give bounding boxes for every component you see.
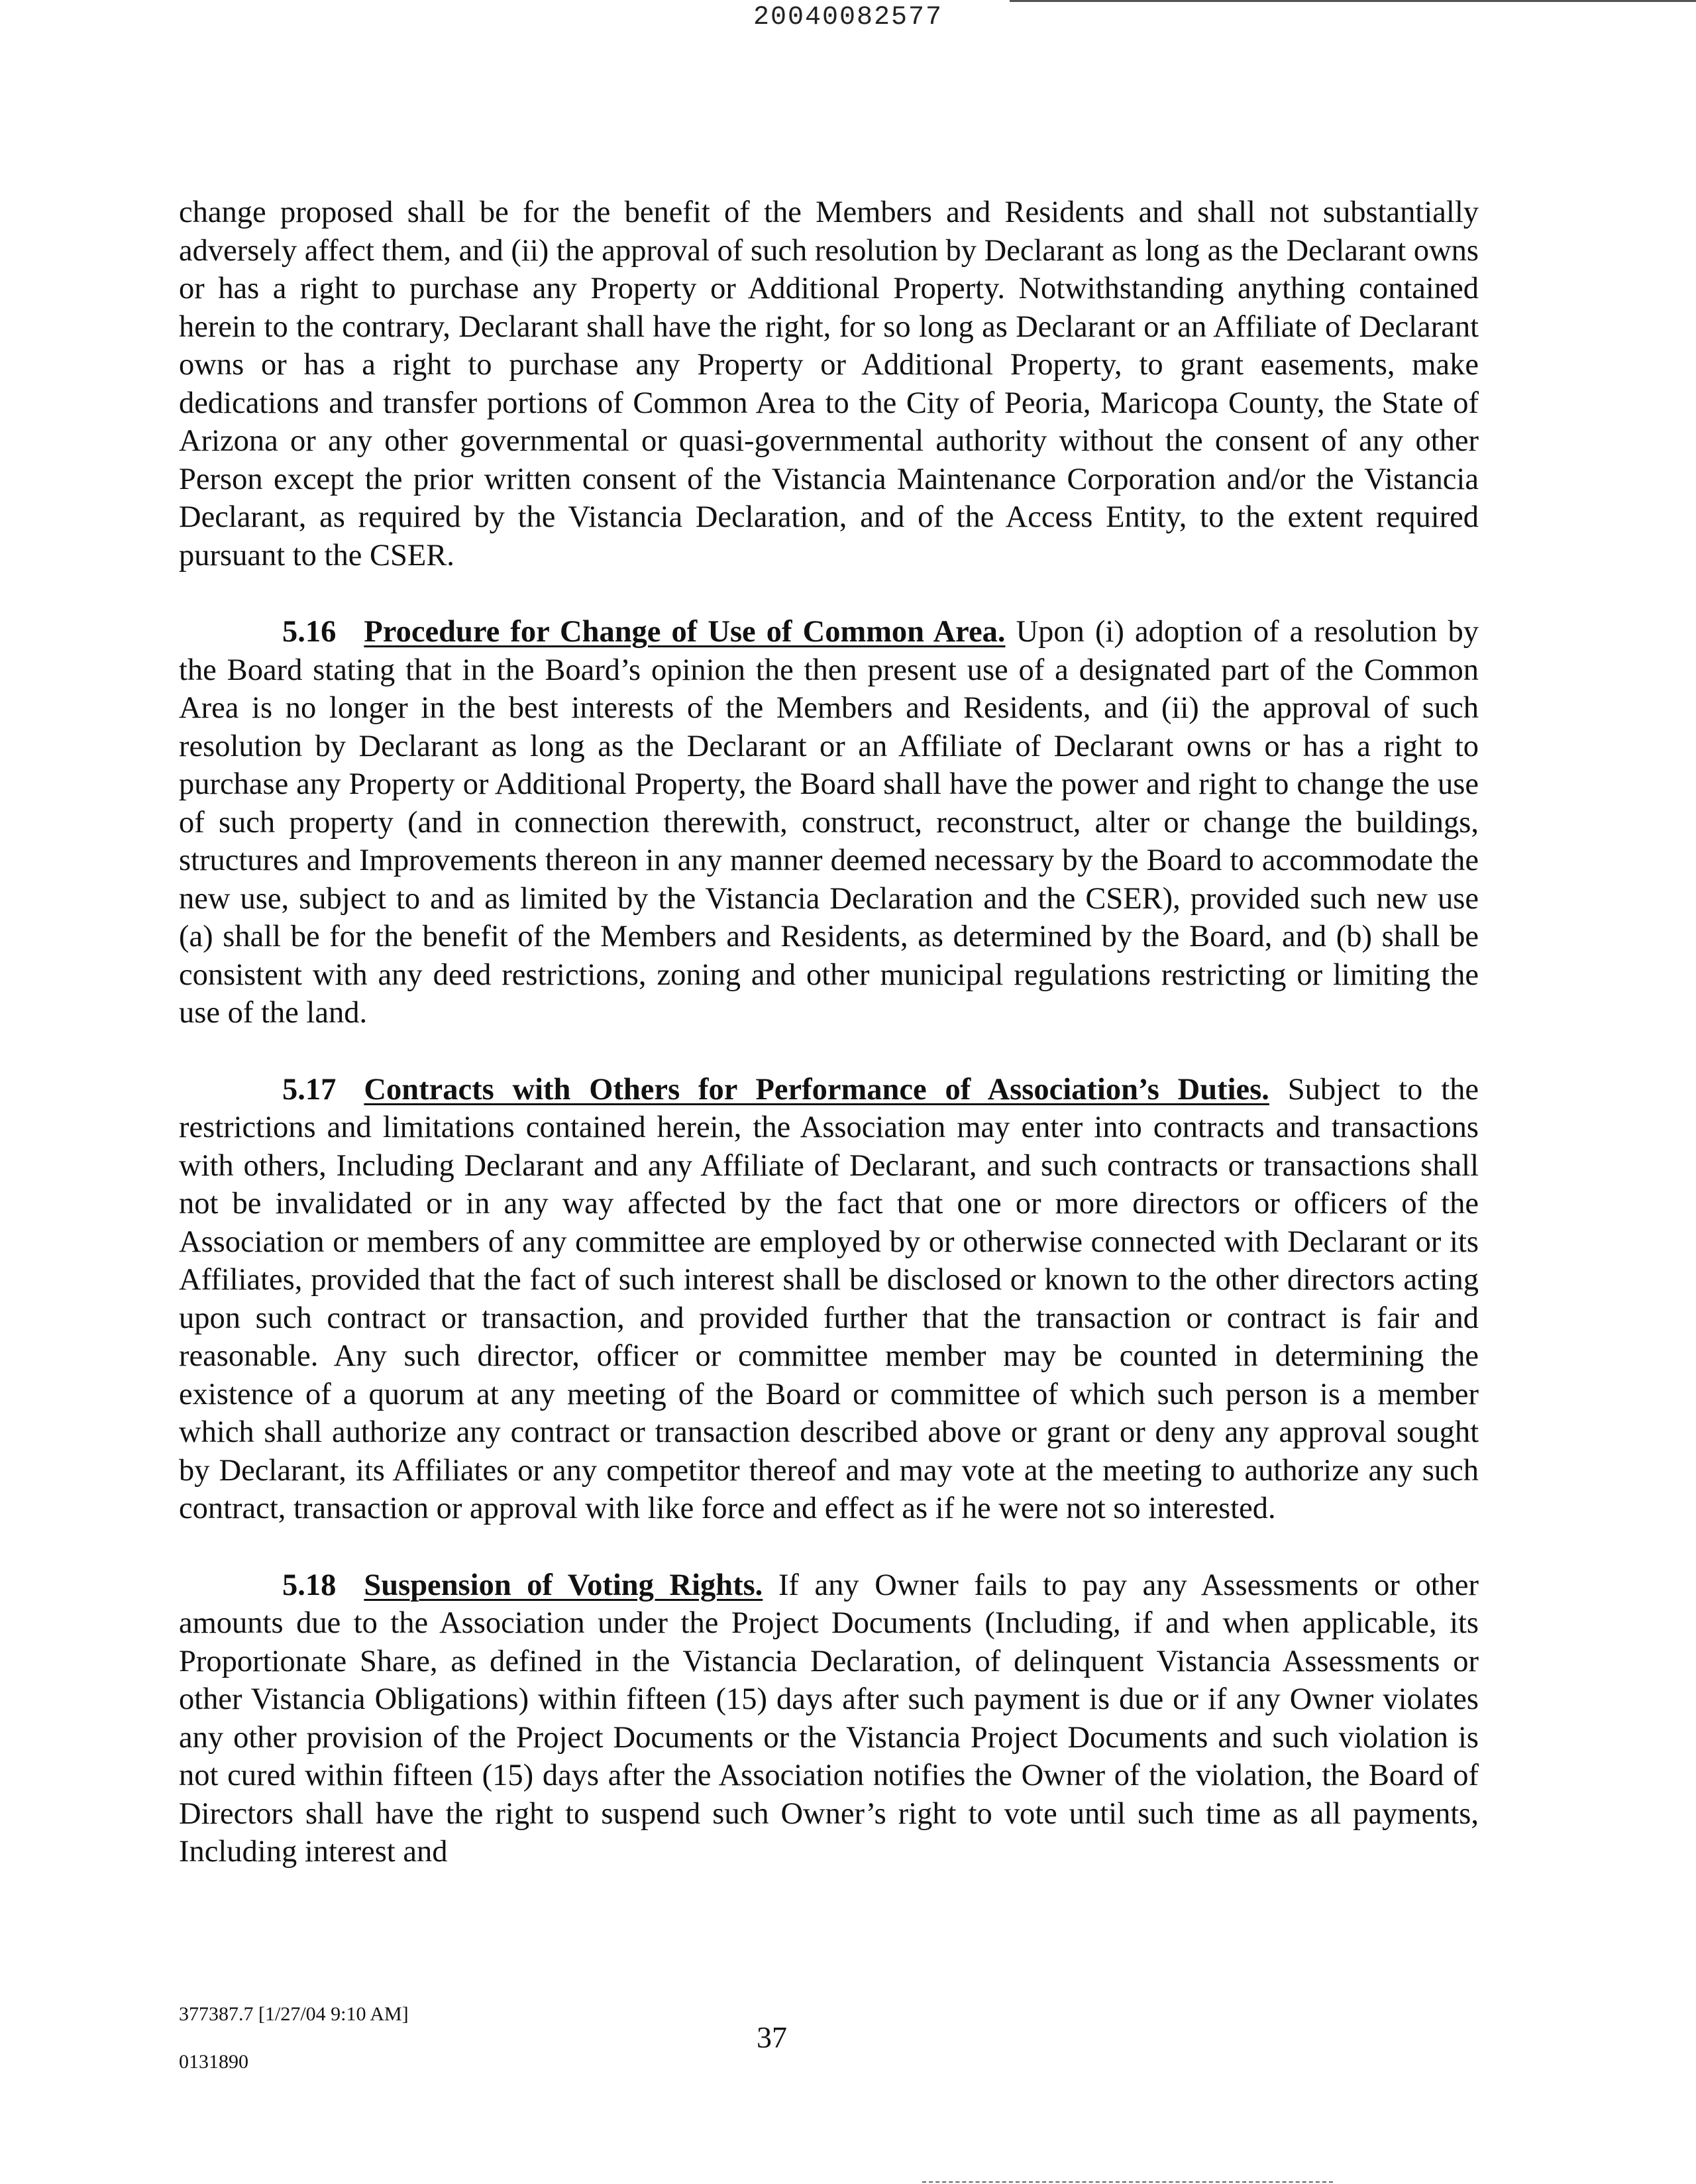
section-title: Contracts with Others for Performance of Association’s Duties. [364,1072,1269,1107]
paragraph-continuation: change proposed shall be for the benefit of the Members and Residents and shall not substantially adversely affect them, and (ii) the approval of such resolution by Declarant as long as the Declarant owns or has a right to purchase any Property or Additional Property. Notwithstanding anything contained herein to the contrary, Declarant shall have the right, for so long as Declarant or an Affiliate of Declarant owns or has a right to purchase any Property or Additional Property, to grant easements, make dedications and transfer portions of Common Area to the City of Peoria, Maricopa County, the State of Arizona or any other governmental or quasi-governmental authority without the consent of any other Person except the prior written consent of the Vistancia Maintenance Corporation and/or the Vistancia Declarant, as required by the Vistancia Declaration, and of the Access Entity, to the extent required pursuant to the CSER. [179,195,1479,573]
document-body [179,193,1479,1871]
document-number: 20040082577 [753,3,943,32]
section-body: If any Owner fails to pay any Assessments or other amounts due to the Association under the Project Documents (Including, if and when applicable, its Proportionate Share, as defined in the Vistancia Declaration, of delinquent Vistancia Assessments or other Vistancia Obligations) within fifteen (15) days after such payment is due or if any Owner violates any other provision of the Project Documents or the Vistancia Project Documents and such violation is not cured within fifteen (15) days after the Association notifies the Owner of the violation, the Board of Directors shall have the right to suspend such Owner’s right to vote until such time as all payments, Including interest and [179,1568,1479,1869]
section-body: Subject to the restrictions and limitations contained herein, the Association may enter into contracts and transactions with others, Including Declarant and any Affiliate of Declarant, and such contracts or transactions shall not be invalidated or in any way affected by the fact that one or more directors or officers of the Association or members of any committee are employed by or otherwise connected with Declarant or its Affiliates, provided that the fact of such interest shall be disclosed or known to the other directors acting upon such contract or transaction, and provided further that the transaction or contract is fair and reasonable. Any such director, officer or committee member may be counted in determining the existence of a quorum at any meeting of the Board or committee of which such person is a member which shall authorize any contract or transaction described above or grant or deny any approval sought by Declarant, its Affiliates or any competitor thereof and may vote at the meeting to authorize any such contract, transaction or approval with like force and effect as if he were not so interested. [179,1072,1479,1525]
section-5-16 [179,613,1479,1032]
page-number: 37 [757,2020,787,2054]
section-number: 5.17 [282,1072,337,1107]
section-number: 5.18 [282,1568,337,1602]
section-title: Suspension of Voting Rights. [364,1568,763,1602]
section-title: Procedure for Change of Use of Common Area. [364,615,1006,649]
section-5-17 [179,1071,1479,1528]
scan-edge-marks [922,2181,1333,2183]
footer-doc-id: 377387.7 [1/27/04 9:10 AM] [179,2003,409,2025]
header-rule [1010,0,1696,2]
section-body: Upon (i) adoption of a resolution by the Board stating that in the Board’s opinion the then present use of a designated part of the Common Area is no longer in the best interests of the Members and Residents, and (ii) the approval of such resolution by Declarant as long as the Declarant or an Affiliate of Declarant owns or has a right to purchase any Property or Additional Property, the Board shall have the power and right to change the use of such property (and in connection therewith, construct, reconstruct, alter or change the buildings, structures and Improvements thereon in any manner deemed necessary by the Board to accommodate the new use, subject to and as limited by the Vistancia Declaration and the CSER), provided such new use (a) shall be for the benefit of the Members and Residents, as determined by the Board, and (b) shall be consistent with any deed restrictions, zoning and other municipal regulations restricting or limiting the use of the land. [179,615,1479,1030]
section-number: 5.16 [282,615,337,649]
section-5-18 [179,1566,1479,1871]
footer-client-number: 0131890 [179,2051,248,2073]
